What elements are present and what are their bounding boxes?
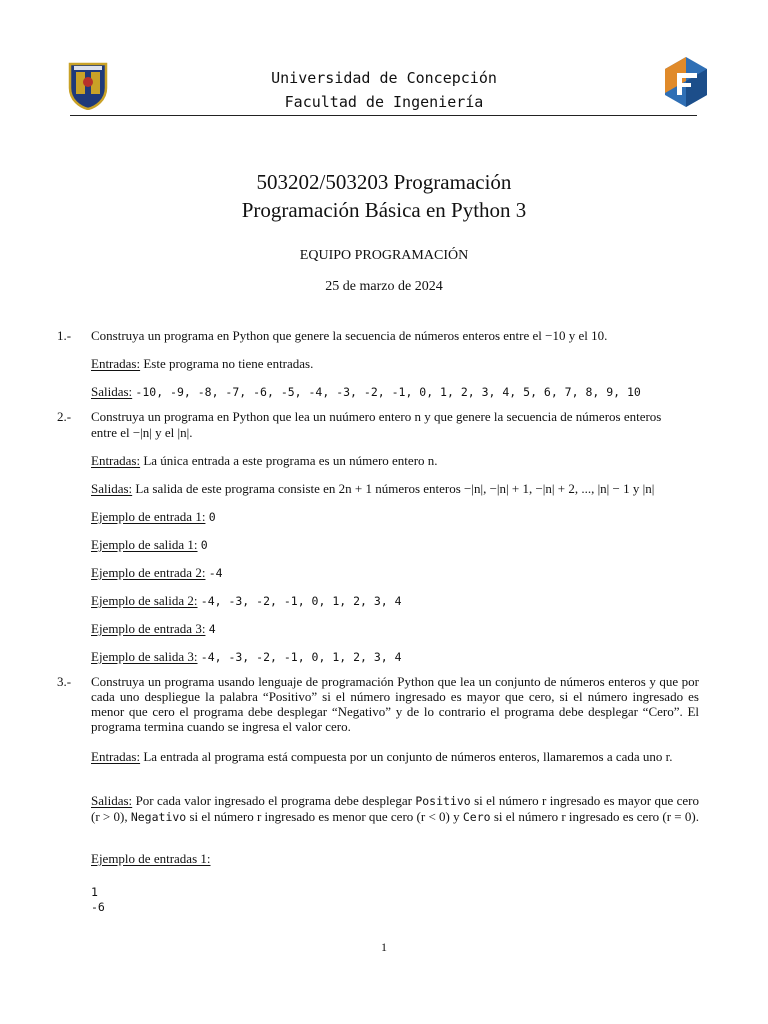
entradas-label: Entradas: [91,749,141,764]
item-number-2: 2.- [57,409,72,424]
example-input-line: -6 [91,900,105,914]
example-row [91,649,402,665]
item-number-3: 3.- [57,674,72,689]
example-row [91,537,208,553]
salidas-text-c: si el número r ingresado es menor que cero (r < 0) y [189,809,460,824]
example-row [91,621,216,637]
salidas-text-d: si el número r ingresado es cero (r = 0). [493,809,699,824]
example-value: -4, -3, -2, -1, 0, 1, 2, 3, 4 [200,650,402,664]
item-3-salidas [91,793,699,825]
entradas-label: Entradas: [91,453,141,468]
example-label: Ejemplo de entrada 2: [91,565,206,580]
item-2-entradas [91,453,438,469]
university-name: Universidad de Concepción [271,69,497,87]
item-1-entradas [91,356,313,372]
example-row [91,509,216,525]
entradas-label: Entradas: [91,356,141,371]
example-label: Ejemplo de salida 1: [91,537,198,552]
item-2-salidas [91,481,654,497]
example-label: Ejemplo de entradas 1: [91,851,211,866]
keyword-positivo: Positivo [415,794,471,808]
entradas-text: La entrada al programa está compuesta por un conjunto de números enteros, llamaremos a cada uno r. [143,749,673,764]
salidas-label: Salidas: [91,481,133,496]
example-value: -4, -3, -2, -1, 0, 1, 2, 3, 4 [200,594,402,608]
author: EQUIPO PROGRAMACIÓN [299,248,469,263]
example-label: Ejemplo de entrada 1: [91,509,206,524]
example-label: Ejemplo de entrada 3: [91,621,206,636]
keyword-negativo: Negativo [130,810,187,824]
item-3-entradas [91,749,699,764]
faculty-name: Facultad de Ingeniería [284,93,484,111]
item-3-text: Construya un programa usando lenguaje de programación Python que lea un conjunto de números enteros y que por cada uno despliegue la palabra “Positivo” si el número ingresado es mayor que cero, si el número ingresado es menor que cero el programa debe desplegar “Negativo” y de lo contrario el programa debe desplegar “Cero”. El programa termina cuando se ingresa el valor cero. [91,674,699,734]
item-1-salidas [91,384,641,400]
date: 25 de marzo de 2024 [325,279,443,294]
item-2-text-2: entre el −|n| y el |n|. [91,425,193,440]
example-row [91,565,223,581]
header-divider [70,115,697,116]
entradas-text: Este programa no tiene entradas. [143,356,314,371]
example-input-line: 1 [91,885,98,899]
example-value: 4 [208,622,216,636]
example-label: Ejemplo de salida 3: [91,649,198,664]
item-number-1: 1.- [57,328,72,343]
page-number: 1 [381,940,387,954]
salidas-label: Salidas: [91,384,133,399]
salidas-text: La salida de este programa consiste en 2n + 1 números enteros −|n|, −|n| + 1, −|n| + 2, ..., |n| − 1 y |n| [135,481,655,496]
item-2-text-1: Construya un programa en Python que lea un nuúmero entero n y que genere la secuencia de números enteros [91,409,662,424]
example-value: 0 [208,510,216,524]
example-label: Ejemplo de salida 2: [91,593,198,608]
example-value: 0 [200,538,208,552]
salidas-text-a: Por cada valor ingresado el programa debe desplegar [135,793,412,808]
example-value: -4 [208,566,223,580]
item-1-text: Construya un programa en Python que genere la secuencia de números enteros entre el −10 y el 10. [91,328,608,343]
course-title: 503202/503203 Programación [256,170,512,194]
document-title: Programación Básica en Python 3 [241,198,527,222]
example-entradas-label [91,851,211,867]
salidas-text-b: si el número r ingresado es mayor que cero (r > 0), [91,793,700,824]
example-row [91,593,402,609]
entradas-text: La única entrada a este programa es un número entero n. [143,453,438,468]
keyword-cero: Cero [462,810,491,824]
salidas-label: Salidas: [91,793,133,808]
salidas-value: -10, -9, -8, -7, -6, -5, -4, -3, -2, -1, 0, 1, 2, 3, 4, 5, 6, 7, 8, 9, 10 [135,385,641,399]
